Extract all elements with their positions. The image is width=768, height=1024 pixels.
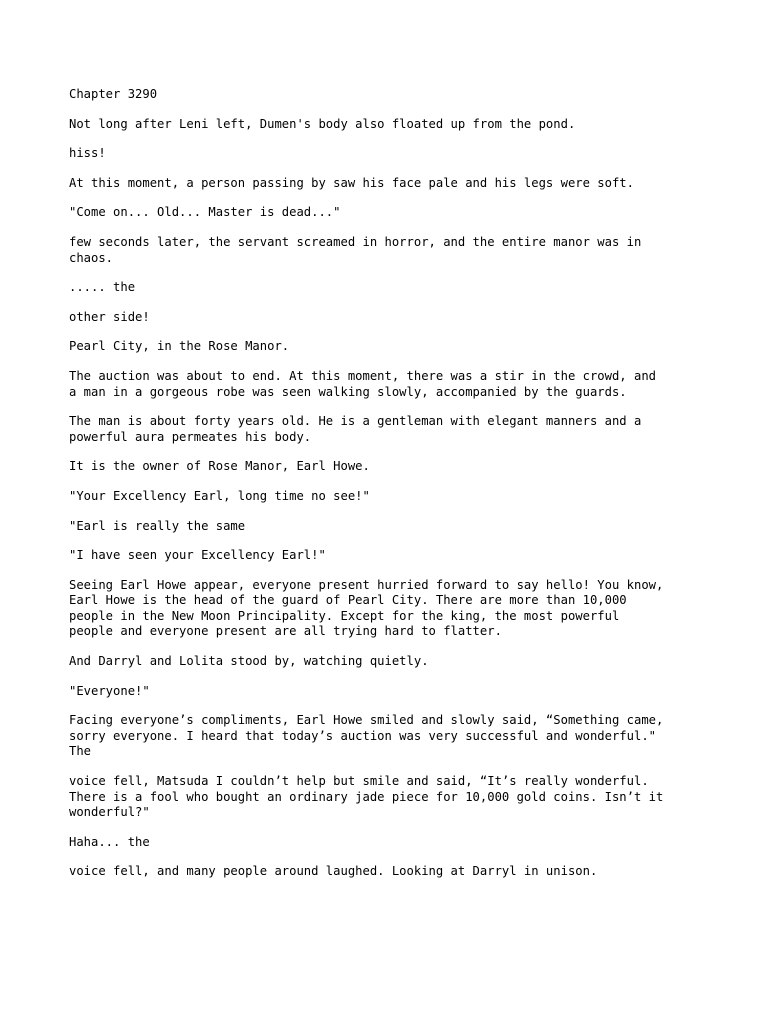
paragraph bbox=[69, 310, 719, 326]
text-line: voice fell, and many people around laughed. Looking at Darryl in unison. bbox=[69, 864, 598, 879]
paragraph bbox=[69, 519, 719, 535]
text-line: people and everyone present are all trying hard to flatter. bbox=[69, 624, 502, 639]
text-line: The bbox=[69, 744, 92, 759]
text-line: Seeing Earl Howe appear, everyone present hurried forward to say hello! You know, bbox=[69, 577, 664, 592]
paragraph bbox=[69, 713, 719, 760]
paragraph bbox=[69, 578, 719, 640]
text-line: a man in a gorgeous robe was seen walking slowly, accompanied by the guards. bbox=[69, 384, 627, 399]
paragraph bbox=[69, 235, 719, 266]
text-line: wonderful?" bbox=[69, 805, 150, 820]
paragraph bbox=[69, 369, 719, 400]
text-line: people in the New Moon Principality. Except for the king, the most powerful bbox=[69, 608, 620, 623]
document-body bbox=[69, 87, 719, 894]
text-line: "I have seen your Excellency Earl!" bbox=[69, 548, 326, 563]
text-line: sorry everyone. I heard that today’s auction was very successful and wonderful." bbox=[69, 728, 656, 743]
text-line: It is the owner of Rose Manor, Earl Howe. bbox=[69, 459, 370, 474]
text-line: And Darryl and Lolita stood by, watching quietly. bbox=[69, 654, 429, 669]
text-line: The man is about forty years old. He is a gentleman with elegant manners and a bbox=[69, 414, 642, 429]
text-line: "Earl is really the same bbox=[69, 518, 246, 533]
text-line: Not long after Leni left, Dumen's body also floated up from the pond. bbox=[69, 116, 576, 131]
text-line: ..... the bbox=[69, 280, 136, 295]
paragraph bbox=[69, 117, 719, 133]
text-line: hiss! bbox=[69, 146, 106, 161]
text-line: Haha... the bbox=[69, 834, 150, 849]
text-line: At this moment, a person passing by saw his face pale and his legs were soft. bbox=[69, 175, 634, 190]
text-line: "Your Excellency Earl, long time no see!" bbox=[69, 488, 370, 503]
text-line: Pearl City, in the Rose Manor. bbox=[69, 339, 290, 354]
paragraph bbox=[69, 835, 719, 851]
paragraph bbox=[69, 87, 719, 103]
paragraph bbox=[69, 684, 719, 700]
paragraph bbox=[69, 489, 719, 505]
paragraph bbox=[69, 459, 719, 475]
text-line: Earl Howe is the head of the guard of Pearl City. There are more than 10,000 bbox=[69, 593, 627, 608]
paragraph bbox=[69, 280, 719, 296]
paragraph bbox=[69, 548, 719, 564]
paragraph bbox=[69, 414, 719, 445]
text-line: other side! bbox=[69, 309, 150, 324]
paragraph bbox=[69, 774, 719, 821]
paragraph bbox=[69, 339, 719, 355]
paragraph bbox=[69, 654, 719, 670]
paragraph bbox=[69, 146, 719, 162]
paragraph bbox=[69, 176, 719, 192]
text-line: few seconds later, the servant screamed in horror, and the entire manor was in bbox=[69, 234, 642, 249]
paragraph bbox=[69, 864, 719, 880]
text-line: "Everyone!" bbox=[69, 683, 150, 698]
text-line: Facing everyone’s compliments, Earl Howe smiled and slowly said, “Something came, bbox=[69, 713, 664, 728]
text-line: "Come on... Old... Master is dead..." bbox=[69, 205, 341, 220]
text-line: voice fell, Matsuda I couldn’t help but smile and said, “It’s really wonderful. bbox=[69, 774, 649, 789]
text-line: There is a fool who bought an ordinary jade piece for 10,000 gold coins. Isn’t it bbox=[69, 789, 664, 804]
text-line: Chapter 3290 bbox=[69, 87, 158, 101]
text-line: chaos. bbox=[69, 250, 114, 265]
paragraph bbox=[69, 205, 719, 221]
text-line: The auction was about to end. At this moment, there was a stir in the crowd, and bbox=[69, 368, 656, 383]
text-line: powerful aura permeates his body. bbox=[69, 429, 312, 444]
